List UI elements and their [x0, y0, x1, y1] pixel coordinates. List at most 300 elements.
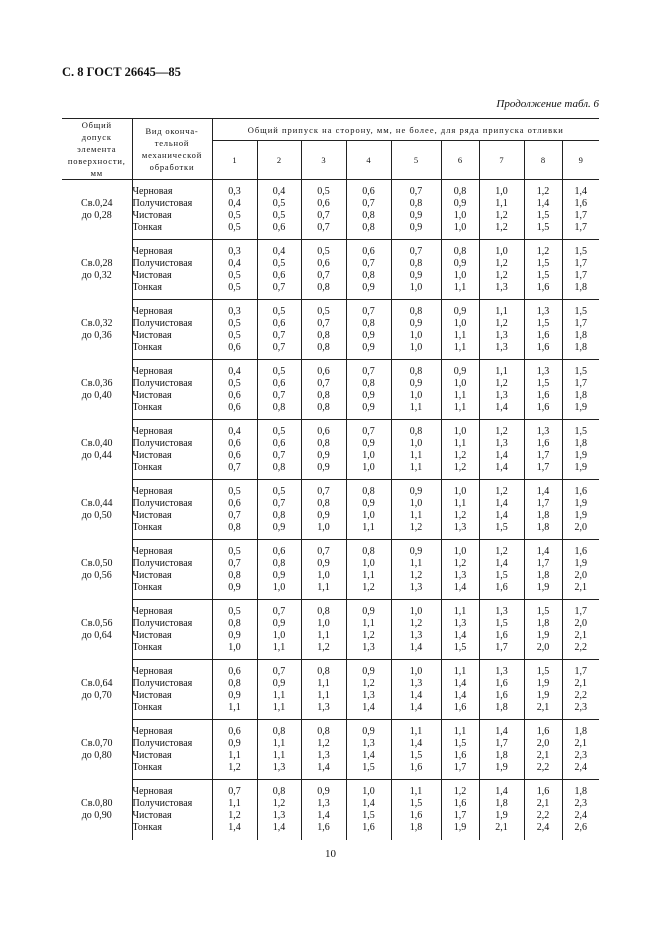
allowance-values-cell: [562, 240, 599, 300]
allowance-value: 1,2: [317, 737, 330, 749]
tolerance-range: [62, 360, 132, 420]
allowance-value: 1,0: [362, 449, 375, 461]
machining-type-label: Чистовая: [132, 689, 172, 701]
allowance-value: 0,9: [228, 581, 241, 593]
tolerance-range-line: до 0,32: [81, 269, 112, 281]
allowance-value: 1,3: [317, 701, 330, 713]
machining-type-label: Черновая: [132, 185, 173, 197]
machining-type-label: Получистовая: [132, 677, 193, 689]
allowance-value: 0,5: [317, 185, 330, 197]
allowance-value: 0,8: [317, 401, 330, 413]
allowance-value: 0,9: [409, 485, 423, 497]
allowance-value: 0,7: [317, 545, 330, 557]
allowance-value: 1,2: [409, 521, 423, 533]
allowance-values-cell: [301, 660, 346, 720]
allowance-value: 2,1: [495, 821, 508, 833]
allowance-value: 1,2: [495, 221, 508, 233]
allowance-value: 1,2: [536, 245, 550, 257]
machining-type-label: Черновая: [132, 425, 173, 437]
allowance-value: 1,2: [495, 377, 508, 389]
allowance-value: 1,6: [536, 389, 550, 401]
allowance-value: 0,3: [228, 185, 241, 197]
allowance-value: 1,8: [574, 725, 587, 737]
allowance-value: 1,4: [453, 581, 467, 593]
allowance-value: 1,2: [495, 209, 508, 221]
tolerance-range-line: Св.0,32: [81, 317, 113, 329]
allowance-values-cell: [257, 240, 301, 300]
machining-type-label: Чистовая: [132, 749, 172, 761]
allowance-value: 1,0: [453, 485, 467, 497]
allowance-values-cell: [212, 180, 257, 240]
allowance-value: 2,2: [536, 761, 550, 773]
machining-type-label: Получистовая: [132, 497, 193, 509]
allowance-value: 1,5: [536, 605, 550, 617]
allowance-values-cell: [479, 780, 524, 840]
row-number-header: 8: [524, 141, 562, 180]
allowance-values-cell: [257, 360, 301, 420]
allowance-values-cell: [391, 540, 441, 600]
allowance-value: 0,7: [409, 185, 423, 197]
allowance-value: 1,1: [453, 605, 467, 617]
allowance-value: 1,0: [495, 185, 508, 197]
allowance-value: 0,5: [317, 305, 330, 317]
allowance-value: 1,5: [362, 809, 375, 821]
allowance-value: 1,9: [574, 401, 587, 413]
allowance-value: 1,1: [453, 329, 467, 341]
tolerance-range-line: до 0,90: [81, 809, 112, 821]
allowance-value: 0,6: [228, 725, 241, 737]
allowance-values-cell: [562, 780, 599, 840]
allowance-value: 1,1: [228, 797, 241, 809]
allowance-value: 1,5: [536, 257, 550, 269]
allowance-values-cell: [479, 180, 524, 240]
machining-types: [132, 300, 212, 360]
allowance-value: 0,5: [228, 329, 241, 341]
allowance-value: 1,2: [272, 797, 286, 809]
allowance-value: 0,4: [272, 185, 286, 197]
allowance-value: 1,1: [409, 557, 423, 569]
allowance-values-cell: [524, 480, 562, 540]
allowance-value: 1,4: [409, 689, 423, 701]
tolerance-range: [62, 600, 132, 660]
allowance-values-cell: [212, 600, 257, 660]
allowance-value: 0,5: [228, 317, 241, 329]
machining-type-label: Получистовая: [132, 377, 193, 389]
allowance-values-cell: [346, 720, 391, 780]
allowance-values-cell: [391, 420, 441, 480]
tolerance-range: [62, 480, 132, 540]
allowance-values-cell: [441, 420, 479, 480]
allowance-value: 0,8: [453, 245, 467, 257]
allowance-value: 1,8: [574, 785, 587, 797]
allowance-values-cell: [524, 240, 562, 300]
machining-type-label: Черновая: [132, 725, 173, 737]
allowance-value: 0,8: [228, 677, 241, 689]
allowance-value: 0,6: [228, 497, 241, 509]
allowance-value: 1,3: [495, 605, 508, 617]
allowance-values-cell: [391, 480, 441, 540]
allowance-value: 0,9: [272, 617, 286, 629]
allowance-value: 0,4: [272, 245, 286, 257]
allowance-value: 1,0: [317, 569, 330, 581]
allowance-values-cell: [524, 540, 562, 600]
machining-type-label: Чистовая: [132, 569, 172, 581]
tolerance-range-line: до 0,80: [81, 749, 112, 761]
allowance-value: 1,1: [409, 401, 423, 413]
allowance-value: 1,2: [495, 425, 508, 437]
allowance-values-cell: [524, 780, 562, 840]
allowance-value: 1,0: [272, 581, 286, 593]
tolerance-range-line: Св.0,70: [81, 737, 113, 749]
allowance-values-cell: [301, 300, 346, 360]
tolerance-group-row: [62, 180, 599, 240]
allowance-value: 1,2: [453, 785, 467, 797]
allowance-values-cell: [301, 780, 346, 840]
allowance-values-cell: [257, 300, 301, 360]
tolerance-range: [62, 180, 132, 240]
allowance-values-cell: [301, 540, 346, 600]
allowance-value: 1,4: [536, 485, 550, 497]
allowance-value: 1,7: [574, 377, 587, 389]
allowance-values-cell: [257, 180, 301, 240]
allowance-value: 0,6: [228, 665, 241, 677]
machining-type-label: Тонкая: [132, 401, 162, 413]
allowance-value: 0,7: [317, 485, 330, 497]
machining-type-label: Чистовая: [132, 209, 172, 221]
allowance-value: 0,4: [228, 365, 241, 377]
allowance-value: 1,3: [362, 641, 375, 653]
allowance-values-cell: [346, 600, 391, 660]
allowance-values-cell: [441, 180, 479, 240]
allowance-value: 1,7: [495, 641, 508, 653]
tolerance-range: [62, 240, 132, 300]
allowance-value: 0,7: [272, 449, 286, 461]
machining-type-label: Черновая: [132, 305, 173, 317]
tolerance-range-line: Св.0,64: [81, 677, 113, 689]
allowance-value: 1,0: [453, 317, 467, 329]
allowance-values-cell: [346, 360, 391, 420]
allowance-value: 1,5: [536, 269, 550, 281]
allowance-value: 1,6: [574, 545, 587, 557]
allowance-value: 0,5: [228, 209, 241, 221]
tolerance-group-row: [62, 720, 599, 780]
allowance-value: 0,7: [272, 281, 286, 293]
allowance-value: 1,1: [272, 701, 286, 713]
allowance-value: 1,9: [453, 821, 467, 833]
machining-types: [132, 420, 212, 480]
tolerance-range-line: Св.0,50: [81, 557, 113, 569]
allowance-value: 1,6: [409, 809, 423, 821]
tolerance-range-line: до 0,28: [81, 209, 112, 221]
allowance-value: 0,9: [362, 605, 375, 617]
allowance-value: 1,4: [409, 641, 423, 653]
allowance-value: 1,5: [574, 245, 587, 257]
allowance-value: 1,5: [495, 521, 508, 533]
allowance-value: 1,2: [536, 185, 550, 197]
allowance-value: 1,5: [574, 365, 587, 377]
machining-type-label: Тонкая: [132, 701, 162, 713]
allowance-value: 2,0: [574, 569, 587, 581]
tolerance-range: [62, 660, 132, 720]
tolerance-group-row: [62, 480, 599, 540]
allowance-values-cell: [441, 300, 479, 360]
allowance-values-cell: [479, 720, 524, 780]
tolerance-group-row: [62, 300, 599, 360]
allowance-values-cell: [391, 720, 441, 780]
allowance-value: 1,5: [453, 737, 467, 749]
allowance-value: 1,7: [536, 497, 550, 509]
allowance-value: 2,3: [574, 749, 587, 761]
tolerance-range: [62, 420, 132, 480]
allowance-values-cell: [562, 480, 599, 540]
table-continuation-label: Продолжение табл. 6: [496, 98, 599, 110]
allowance-value: 0,9: [362, 281, 375, 293]
allowance-value: 1,4: [536, 545, 550, 557]
allowance-value: 1,9: [574, 509, 587, 521]
allowance-value: 1,2: [362, 581, 375, 593]
allowance-values-cell: [212, 360, 257, 420]
allowance-value: 0,5: [228, 221, 241, 233]
allowance-value: 1,3: [317, 797, 330, 809]
tolerance-range-line: до 0,70: [81, 689, 112, 701]
machining-type-label: Тонкая: [132, 461, 162, 473]
allowance-value: 0,3: [228, 305, 241, 317]
allowance-value: 1,0: [409, 665, 423, 677]
allowance-value: 1,4: [495, 509, 508, 521]
row-number-header: 6: [441, 141, 479, 180]
machining-types: [132, 480, 212, 540]
tolerance-range-line: Св.0,44: [81, 497, 113, 509]
allowance-value: 0,7: [362, 365, 375, 377]
allowance-values-cell: [441, 780, 479, 840]
allowance-value: 1,0: [409, 341, 423, 353]
allowance-values-cell: [212, 240, 257, 300]
allowance-value: 0,9: [409, 209, 423, 221]
allowance-values-cell: [524, 180, 562, 240]
machining-type-label: Чистовая: [132, 809, 172, 821]
tolerance-group-row: [62, 780, 599, 840]
allowance-values-cell: [301, 720, 346, 780]
allowance-value: 1,1: [228, 749, 241, 761]
tolerance-range-line: Св.0,36: [81, 377, 113, 389]
allowance-value: 0,5: [272, 365, 286, 377]
allowance-value: 1,4: [495, 785, 508, 797]
allowance-value: 1,6: [362, 821, 375, 833]
allowance-value: 2,2: [536, 809, 550, 821]
allowance-value: 0,9: [317, 557, 330, 569]
allowance-value: 0,7: [362, 305, 375, 317]
allowance-value: 1,3: [495, 341, 508, 353]
allowance-value: 2,2: [574, 641, 587, 653]
allowance-value: 0,3: [228, 245, 241, 257]
allowance-value: 0,6: [317, 365, 330, 377]
allowance-value: 1,4: [495, 725, 508, 737]
allowance-value: 1,6: [574, 485, 587, 497]
machining-type-label: Получистовая: [132, 617, 193, 629]
allowance-value: 0,6: [362, 185, 375, 197]
allowance-values-cell: [391, 780, 441, 840]
allowance-value: 0,7: [228, 509, 241, 521]
allowance-values-cell: [346, 180, 391, 240]
allowance-value: 0,8: [272, 509, 286, 521]
allowance-value: 1,1: [317, 689, 330, 701]
allowance-value: 1,6: [317, 821, 330, 833]
allowance-value: 1,2: [228, 809, 241, 821]
allowance-value: 1,3: [272, 809, 286, 821]
tolerance-group-row: [62, 420, 599, 480]
allowance-value: 1,7: [574, 269, 587, 281]
allowance-values-cell: [441, 240, 479, 300]
allowance-value: 1,9: [574, 449, 587, 461]
allowance-value: 1,4: [495, 449, 508, 461]
allowance-values-cell: [441, 600, 479, 660]
allowance-value: 0,7: [362, 257, 375, 269]
allowance-value: 1,1: [409, 509, 423, 521]
allowance-value: 1,1: [495, 365, 508, 377]
allowance-value: 1,4: [317, 809, 330, 821]
allowance-value: 2,1: [536, 749, 550, 761]
allowance-value: 0,4: [228, 257, 241, 269]
allowance-values-cell: [479, 480, 524, 540]
allowance-value: 2,1: [536, 701, 550, 713]
allowance-value: 1,8: [536, 521, 550, 533]
allowance-value: 0,7: [272, 497, 286, 509]
allowance-value: 1,4: [228, 821, 241, 833]
allowance-value: 1,2: [228, 761, 241, 773]
allowance-value: 1,7: [574, 209, 587, 221]
allowance-values-cell: [257, 720, 301, 780]
allowance-value: 1,0: [409, 329, 423, 341]
allowance-value: 0,7: [317, 269, 330, 281]
allowance-value: 1,9: [574, 557, 587, 569]
allowance-value: 1,7: [453, 809, 467, 821]
allowance-value: 0,5: [228, 281, 241, 293]
allowance-value: 1,5: [409, 749, 423, 761]
allowance-value: 0,7: [228, 461, 241, 473]
allowance-value: 1,9: [536, 677, 550, 689]
machining-type-label: Черновая: [132, 245, 173, 257]
allowance-value: 0,8: [317, 605, 330, 617]
allowance-values-cell: [479, 360, 524, 420]
allowance-value: 0,5: [272, 209, 286, 221]
allowance-value: 0,9: [409, 221, 423, 233]
allowance-value: 1,8: [495, 797, 508, 809]
allowance-value: 1,5: [536, 665, 550, 677]
allowance-value: 0,9: [362, 329, 375, 341]
allowance-value: 1,5: [495, 569, 508, 581]
allowance-value: 0,8: [317, 437, 330, 449]
allowance-values-cell: [301, 420, 346, 480]
machining-type-label: Чистовая: [132, 329, 172, 341]
allowance-values-cell: [212, 720, 257, 780]
allowance-value: 1,4: [495, 461, 508, 473]
allowance-value: 1,1: [272, 749, 286, 761]
allowance-value: 1,3: [536, 305, 550, 317]
allowance-value: 0,7: [317, 209, 330, 221]
allowance-value: 0,9: [317, 461, 330, 473]
allowance-value: 0,9: [228, 629, 241, 641]
allowance-values-cell: [346, 480, 391, 540]
allowance-value: 0,8: [362, 377, 375, 389]
allowance-value: 1,3: [495, 329, 508, 341]
allowance-value: 1,4: [453, 689, 467, 701]
allowance-value: 1,2: [453, 461, 467, 473]
allowance-values-cell: [524, 660, 562, 720]
allowance-value: 0,5: [272, 197, 286, 209]
allowance-value: 1,7: [495, 737, 508, 749]
machining-types: [132, 180, 212, 240]
allowance-value: 1,1: [317, 629, 330, 641]
page-number: 10: [325, 848, 336, 860]
allowance-value: 0,8: [272, 401, 286, 413]
allowance-value: 1,5: [409, 797, 423, 809]
tolerance-range-line: до 0,56: [81, 569, 112, 581]
allowance-value: 1,0: [453, 377, 467, 389]
allowance-value: 2,0: [536, 641, 550, 653]
allowance-values-cell: [391, 600, 441, 660]
allowance-value: 1,0: [317, 617, 330, 629]
allowance-value: 1,3: [317, 749, 330, 761]
allowance-values-cell: [524, 600, 562, 660]
allowance-value: 0,8: [272, 785, 286, 797]
allowance-values-cell: [441, 360, 479, 420]
allowance-value: 0,8: [228, 569, 241, 581]
tolerance-group-row: [62, 360, 599, 420]
allowance-value: 1,5: [536, 377, 550, 389]
allowance-value: 1,1: [228, 701, 241, 713]
allowance-value: 1,4: [536, 197, 550, 209]
tolerance-range-line: Св.0,24: [81, 197, 113, 209]
allowance-value: 0,8: [409, 257, 423, 269]
allowance-value: 1,3: [453, 521, 467, 533]
allowance-value: 1,7: [574, 665, 587, 677]
allowance-value: 0,7: [272, 665, 286, 677]
tolerance-range: [62, 300, 132, 360]
allowance-values-cell: [479, 420, 524, 480]
allowance-value: 0,9: [317, 449, 330, 461]
allowance-value: 0,9: [362, 341, 375, 353]
allowance-value: 1,6: [495, 581, 508, 593]
allowance-values-cell: [524, 360, 562, 420]
machining-type-label: Получистовая: [132, 797, 193, 809]
allowance-value: 1,4: [495, 401, 508, 413]
allowance-value: 1,2: [453, 557, 467, 569]
allowance-values-cell: [257, 540, 301, 600]
allowance-value: 1,1: [453, 341, 467, 353]
allowance-values-cell: [441, 660, 479, 720]
allowance-value: 1,6: [453, 749, 467, 761]
tolerance-group-row: [62, 240, 599, 300]
allowance-value: 0,9: [453, 257, 467, 269]
allowance-value: 0,8: [317, 341, 330, 353]
allowance-value: 1,1: [453, 665, 467, 677]
allowance-value: 0,6: [362, 245, 375, 257]
allowance-value: 2,0: [536, 737, 550, 749]
allowance-values-cell: [346, 420, 391, 480]
allowance-values-cell: [562, 180, 599, 240]
allowance-value: 0,8: [409, 305, 423, 317]
tolerance-range-line: Св.0,80: [81, 797, 113, 809]
machining-types: [132, 540, 212, 600]
allowance-value: 0,9: [272, 521, 286, 533]
allowance-value: 1,1: [272, 737, 286, 749]
machining-type-label: Чистовая: [132, 509, 172, 521]
allowance-value: 0,5: [228, 605, 241, 617]
allowance-value: 0,7: [317, 317, 330, 329]
allowance-values-cell: [562, 300, 599, 360]
allowance-value: 1,1: [495, 197, 508, 209]
allowance-values-cell: [562, 720, 599, 780]
